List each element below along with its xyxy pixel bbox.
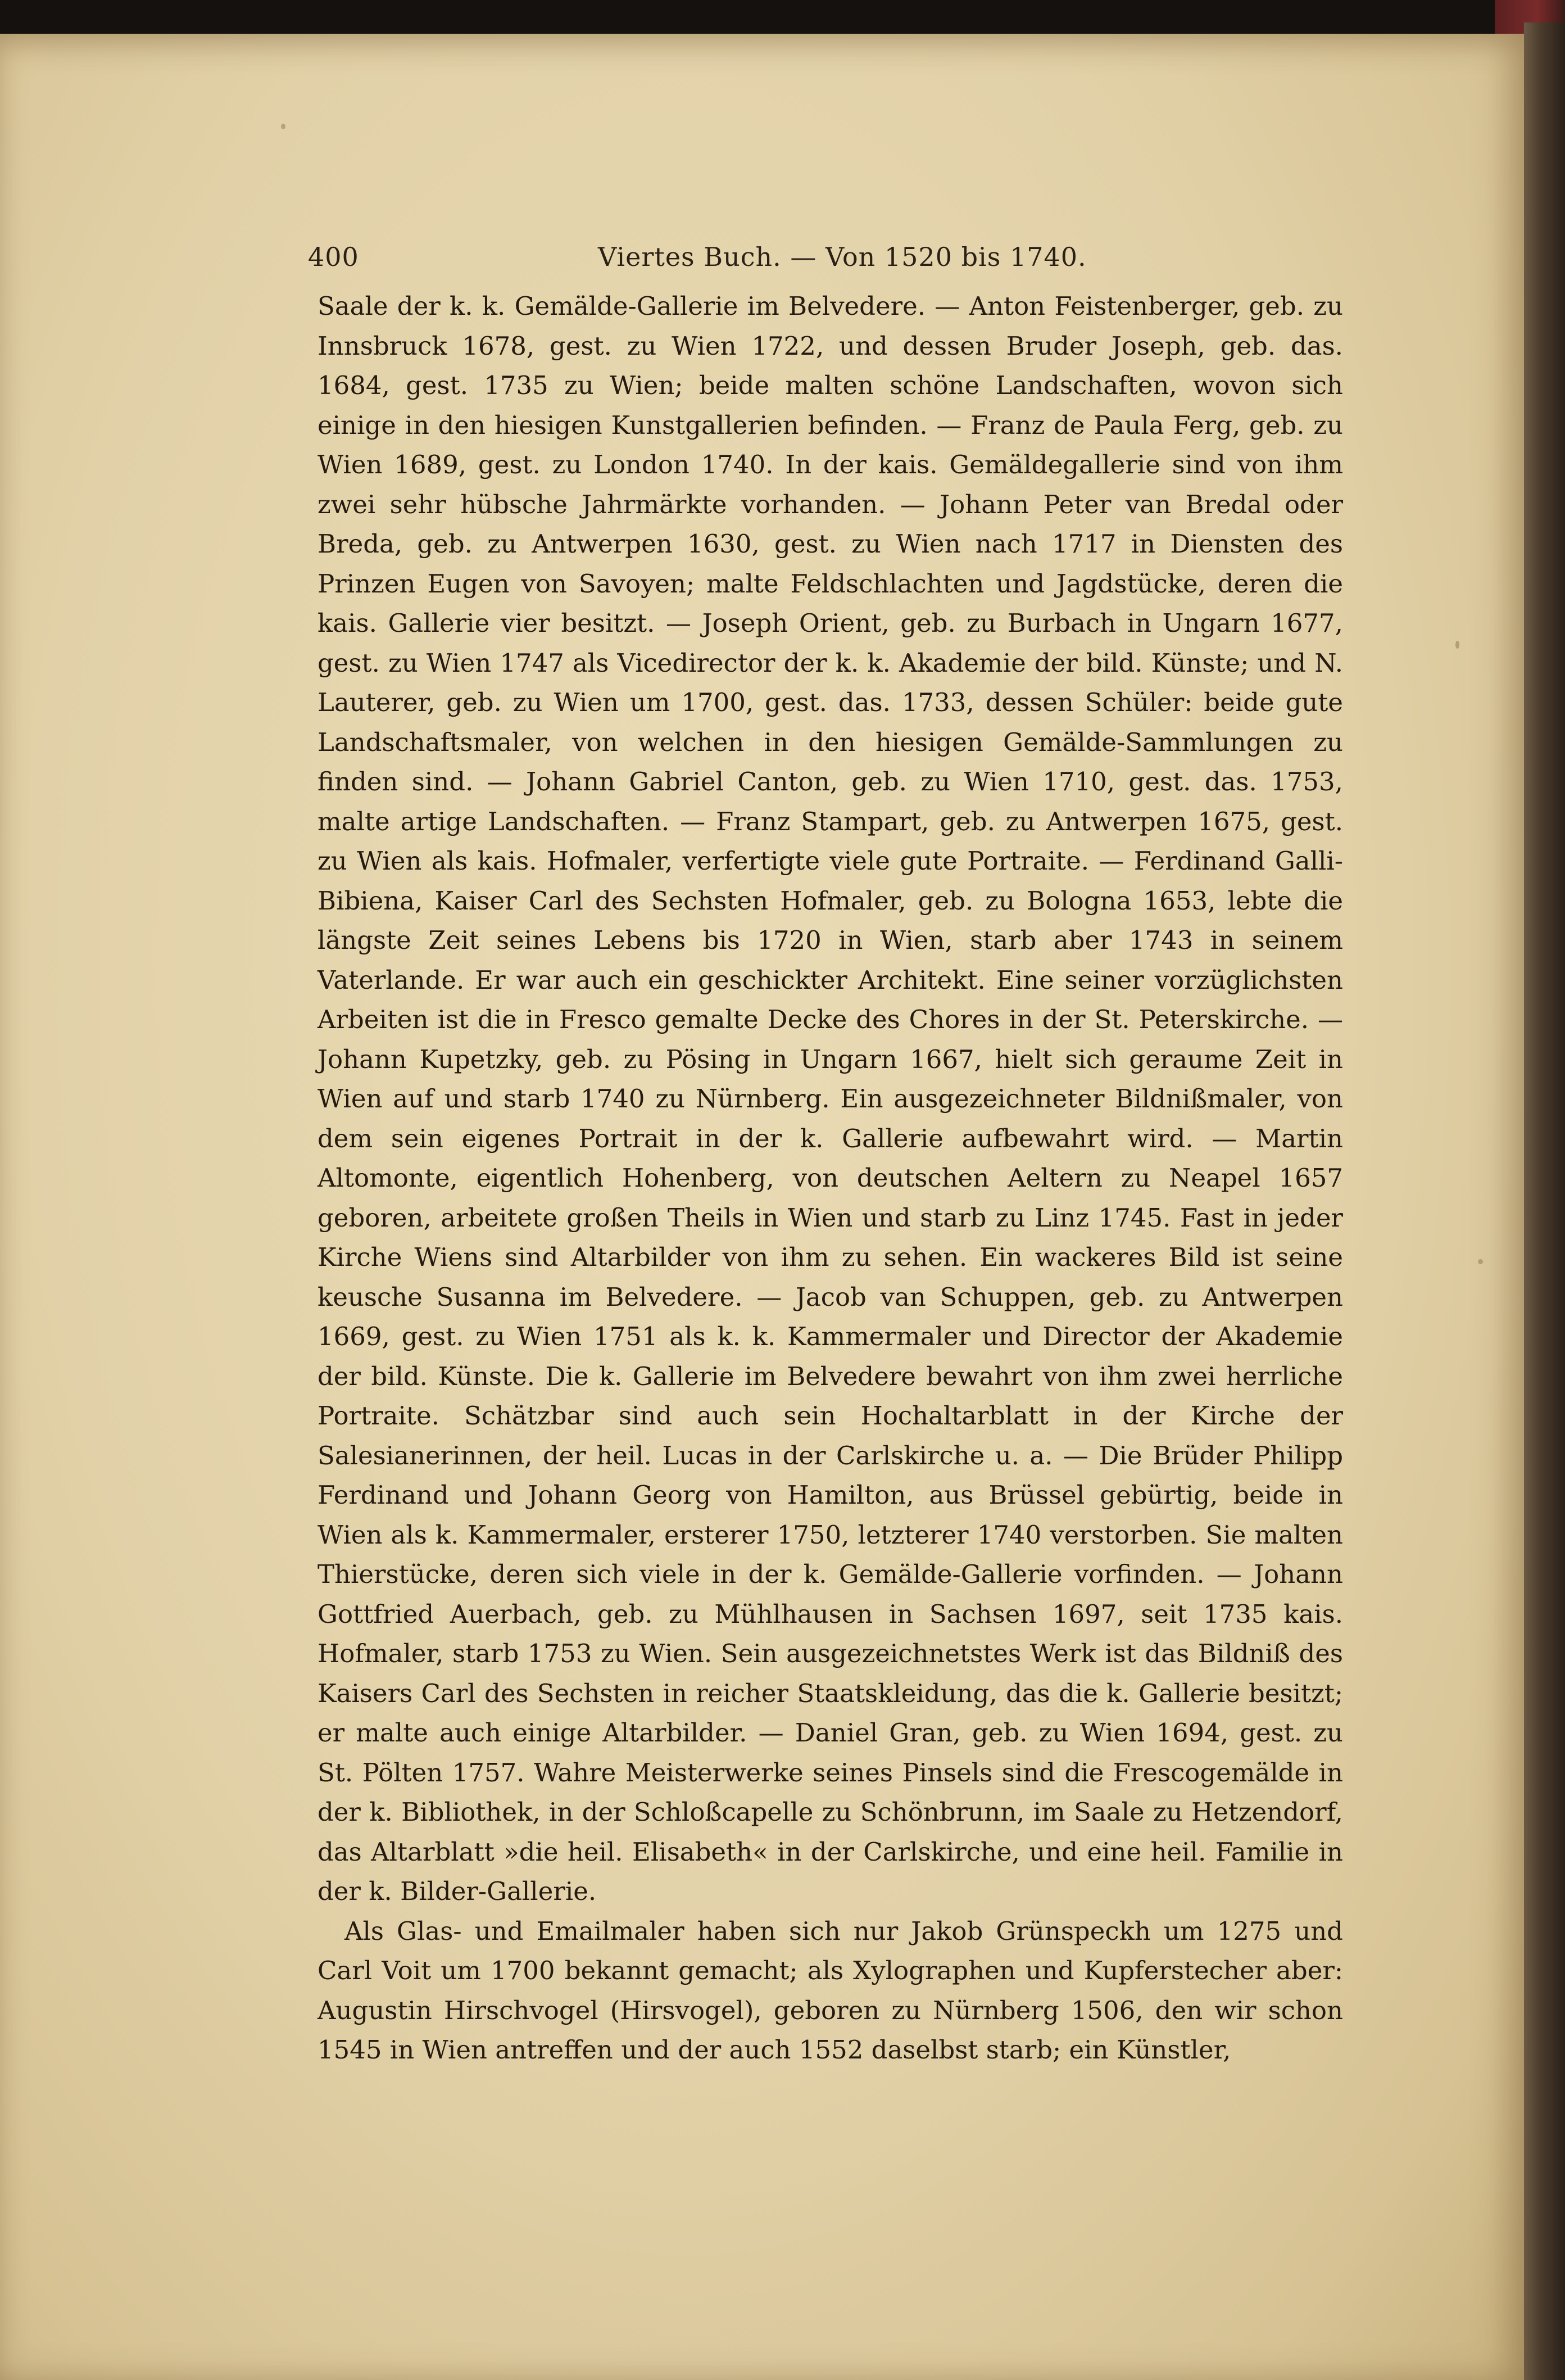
body-text bbox=[317, 287, 1343, 2070]
running-head bbox=[308, 242, 1404, 281]
paragraph: Als Glas- und Emailmaler haben sich nur Jakob Grünspeckh um 1275 und Carl Voit um 1700 bekannt gemacht; als Xylographen und Kupferstecher aber: Augustin Hirschvogel (Hirsvogel), geboren zu Nürnberg 1506, den wir schon 1545 in Wien antreffen und der auch 1552 daselbst starb; ein Künstler, bbox=[317, 1916, 1343, 2065]
page-number: 400 bbox=[308, 242, 359, 272]
paper-fleck bbox=[1455, 641, 1459, 649]
running-title: Viertes Buch. — Von 1520 bis 1740. bbox=[598, 242, 1087, 272]
book-edge-right bbox=[1524, 22, 1565, 2380]
paper-fleck bbox=[281, 124, 285, 129]
paper-fleck bbox=[1478, 1259, 1483, 1264]
paragraph: Saale der k. k. Gemälde-Gallerie im Belvedere. — Anton Feistenberger, geb. zu Innsbruck 1678, gest. zu Wien 1722, und dessen Bruder Joseph, geb. das. 1684, gest. 1735 zu Wien; beide malten schöne Landschaften, wovon sich einige in den hiesigen Kunstgallerien befinden. — Franz de Paula Ferg, geb. zu Wien 1689, gest. zu London 1740. In der kais. Gemäldegallerie sind von ihm zwei sehr hübsche Jahrmärkte vorhanden. — Johann Peter van Bredal oder Breda, geb. zu Antwerpen 1630, gest. zu Wien nach 1717 in Diensten des Prinzen Eugen von Savoyen; malte Feldschlachten und Jagdstücke, deren die kais. Gallerie vier besitzt. — Joseph Orient, geb. zu Burbach in Ungarn 1677, gest. zu Wien 1747 als Vicedirector der k. k. Akademie der bild. Künste; und N. Lauterer, geb. zu Wien um 1700, gest. das. 1733, dessen Schüler: beide gute Landschaftsmaler, von welchen in den hiesigen Gemälde-Sammlungen zu finden sind. — Johann Gabriel Canton, geb. zu Wien 1710, gest. das. 1753, malte artige Landschaften. — Franz Stampart, geb. zu Antwerpen 1675, gest. zu Wien als kais. Hofmaler, verfertigte viele gute Portraite. — Ferdinand Galli-Bibiena, Kaiser Carl des Sechsten Hofmaler, geb. zu Bologna 1653, lebte die längste Zeit seines Lebens bis 1720 in Wien, starb aber 1743 in seinem Vaterlande. Er war auch ein geschickter Architekt. Eine seiner vorzüglichsten Arbeiten ist die in Fresco gemalte Decke des Chores in der St. Peterskirche. — Johann Kupetzky, geb. zu Pösing in Ungarn 1667, hielt sich geraume Zeit in Wien auf und starb 1740 zu Nürnberg. Ein ausgezeichneter Bildnißmaler, von dem sein eigenes Portrait in der k. Gallerie aufbewahrt wird. — Martin Altomonte, eigentlich Hohenberg, von deutschen Aeltern zu Neapel 1657 geboren, arbeitete großen Theils in Wien und starb zu Linz 1745. Fast in jeder Kirche Wiens sind Altarbilder von ihm zu sehen. Ein wackeres Bild ist seine keusche Susanna im Belvedere. — Jacob van Schuppen, geb. zu Antwerpen 1669, gest. zu Wien 1751 als k. k. Kammermaler und Director der Akademie der bild. Künste. Die k. Gallerie im Belvedere bewahrt von ihm zwei herrliche Portraite. Schätzbar sind auch sein Hochaltarblatt in der Kirche der Salesianerinnen, der heil. Lucas in der Carlskirche u. a. — Die Brüder Philipp Ferdinand und Johann Georg von Hamilton, aus Brüssel gebürtig, beide in Wien als k. Kammermaler, ersterer 1750, letzterer 1740 verstorben. Sie malten Thierstücke, deren sich viele in der k. Gemälde-Gallerie vorfinden. — Johann Gottfried Auerbach, geb. zu Mühlhausen in Sachsen 1697, seit 1735 kais. Hofmaler, starb 1753 zu Wien. Sein ausgezeichnetstes Werk ist das Bildniß des Kaisers Carl des Sechsten in reicher Staatskleidung, das die k. Gallerie besitzt; er malte auch einige Altarbilder. — Daniel Gran, geb. zu Wien 1694, gest. zu St. Pölten 1757. Wahre Meisterwerke seines Pinsels sind die Frescogemälde in der k. Bibliothek, in der Schloßcapelle zu Schönbrunn, im Saale zu Hetzendorf, das Altarblatt »die heil. Elisabeth« in der Carlskirche, und eine heil. Familie in der k. Bilder-Gallerie. bbox=[317, 291, 1343, 1906]
